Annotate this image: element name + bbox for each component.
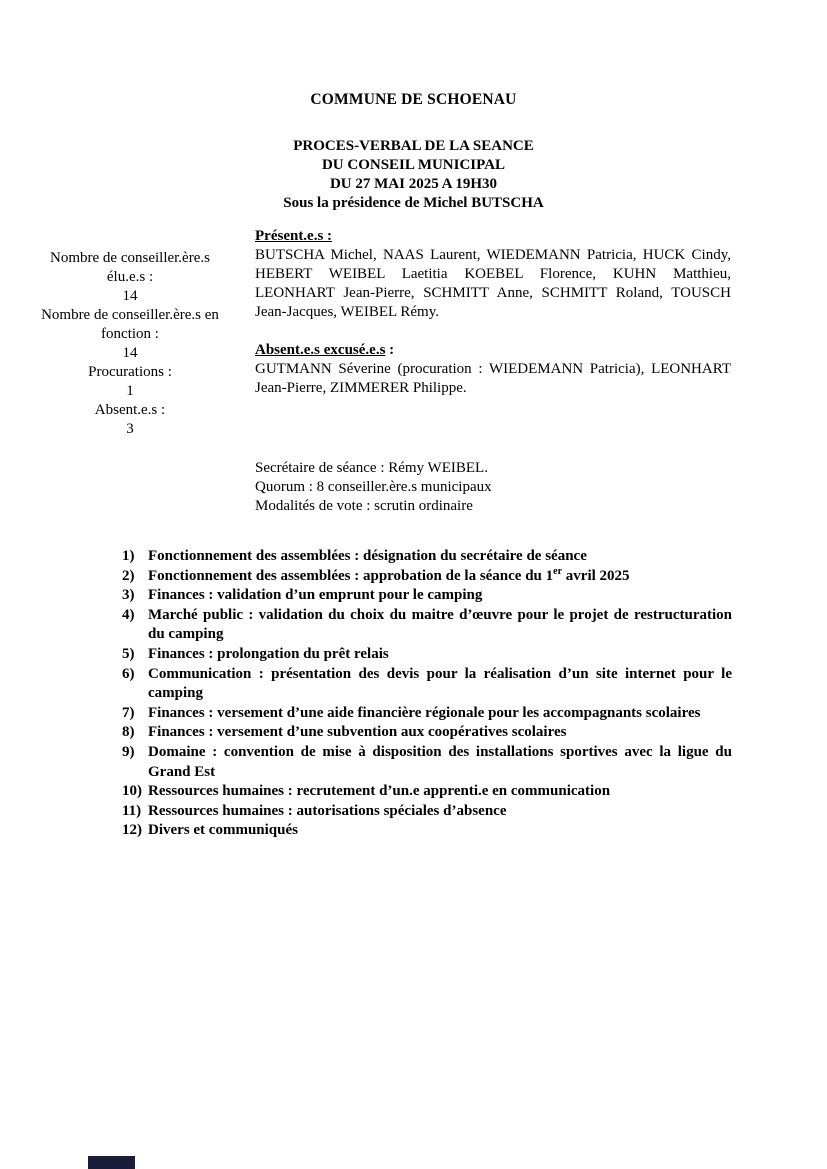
counter-in-office-value: 14	[122, 345, 138, 361]
attendance-section	[255, 227, 731, 398]
agenda-item-text	[148, 567, 732, 587]
agenda-item	[122, 802, 732, 822]
absent-heading-text: Absent.e.s excusé.e.s	[255, 342, 386, 358]
absent-heading	[255, 341, 731, 360]
counter-proxies-label: Procurations :	[88, 364, 172, 380]
scan-artifact-mark	[88, 1156, 135, 1169]
agenda-item	[122, 821, 732, 841]
agenda-item-text: Domaine : convention de mise à disposition des installations sportives avec la ligue du Grand Est	[148, 743, 732, 780]
agenda-list	[122, 547, 732, 841]
agenda-item	[122, 586, 732, 606]
agenda-item-number: 8)	[122, 724, 135, 741]
commune-title: COMMUNE DE SCHOENAU	[310, 91, 517, 108]
agenda-item-text: Fonctionnement des assemblées : désignation du secrétaire de séance	[148, 548, 587, 564]
agenda-item-text: Ressources humaines : recrutement d’un.e apprenti.e en communication	[148, 783, 611, 800]
agenda-item-text: Communication : présentation des devis pour la réalisation d’un site internet pour le camping	[148, 665, 732, 702]
vote-mode-line: Modalités de vote : scrutin ordinaire	[255, 498, 473, 514]
agenda-item-number: 11)	[122, 802, 142, 819]
quorum-line: Quorum : 8 conseiller.ère.s municipaux	[255, 479, 492, 495]
subtitle-line-2: DU CONSEIL MUNICIPAL	[321, 157, 506, 173]
counter-in-office-label: Nombre de conseiller.ère.s en fonction :	[41, 307, 219, 342]
agenda-item-text: Marché public : validation du choix du maitre d’œuvre pour le projet de restructuration du camping	[148, 606, 732, 643]
agenda-item-text-after: avril 2025	[562, 567, 630, 584]
counter-elected-label: Nombre de conseiller.ère.s élu.e.s :	[50, 250, 210, 285]
agenda-item-number: 4)	[122, 606, 135, 623]
agenda-item	[122, 743, 732, 782]
document-header	[0, 90, 827, 213]
agenda-item	[122, 645, 732, 665]
present-list: BUTSCHA Michel, NAAS Laurent, WIEDEMANN Patricia, HUCK Cindy, HEBERT WEIBEL Laetitia KOEBEL Florence, KUHN Matthieu, LEONHART Jean-Pierre, SCHMITT Anne, SCHMITT Roland, TOUSCH Jean-Jacques, WEIBEL Rémy.	[255, 247, 731, 320]
agenda-item-number: 5)	[122, 645, 135, 662]
agenda-item-text-before: Fonctionnement des assemblées : approbation de la séance du 1	[148, 567, 554, 584]
counters-sidebar	[40, 249, 220, 439]
counter-absent-value: 3	[126, 421, 134, 437]
absent-heading-colon: :	[385, 342, 395, 358]
counter-elected-value: 14	[122, 288, 138, 304]
subtitle-line-3: DU 27 MAI 2025 A 19H30	[329, 176, 498, 192]
agenda-item	[122, 547, 732, 567]
agenda-item-superscript: er	[553, 565, 563, 577]
agenda-item	[122, 567, 732, 587]
meeting-subtitle	[0, 137, 827, 213]
agenda-item-text: Finances : validation d’un emprunt pour le camping	[148, 587, 483, 604]
agenda-item-text: Ressources humaines : autorisations spéciales d’absence	[148, 802, 507, 819]
agenda-item-text: Finances : versement d’une subvention aux coopératives scolaires	[148, 724, 567, 741]
agenda-item-number: 12)	[122, 822, 142, 839]
secretary-line: Secrétaire de séance : Rémy WEIBEL.	[255, 460, 488, 476]
subtitle-line-1: PROCES-VERBAL DE LA SEANCE	[293, 138, 534, 154]
agenda-item-number: 6)	[122, 665, 135, 682]
agenda-item-number: 7)	[122, 704, 135, 721]
agenda-item-number: 1)	[122, 548, 135, 564]
agenda-item	[122, 782, 732, 802]
agenda-item	[122, 665, 732, 704]
agenda-item-text: Finances : prolongation du prêt relais	[148, 645, 389, 662]
agenda-item-number: 9)	[122, 743, 135, 760]
agenda-item-number: 2)	[122, 567, 135, 584]
counter-proxies-value: 1	[126, 383, 134, 399]
counter-absent-label: Absent.e.s :	[94, 402, 166, 418]
present-heading-text: Présent.e.s :	[255, 228, 333, 244]
absent-list: GUTMANN Séverine (procuration : WIEDEMANN Patricia), LEONHART Jean-Pierre, ZIMMERER Philippe.	[255, 361, 731, 396]
subtitle-line-4: Sous la présidence de Michel BUTSCHA	[283, 195, 544, 211]
agenda-item-text: Finances : versement d’une aide financière régionale pour les accompagnants scolaires	[148, 704, 701, 721]
agenda-item	[122, 723, 732, 743]
agenda-item-number: 10)	[122, 783, 142, 800]
agenda-item	[122, 606, 732, 645]
agenda-item	[122, 704, 732, 724]
agenda-item-text: Divers et communiqués	[148, 822, 298, 839]
session-meta	[255, 459, 731, 516]
agenda-item-number: 3)	[122, 587, 135, 604]
present-heading	[255, 227, 731, 246]
